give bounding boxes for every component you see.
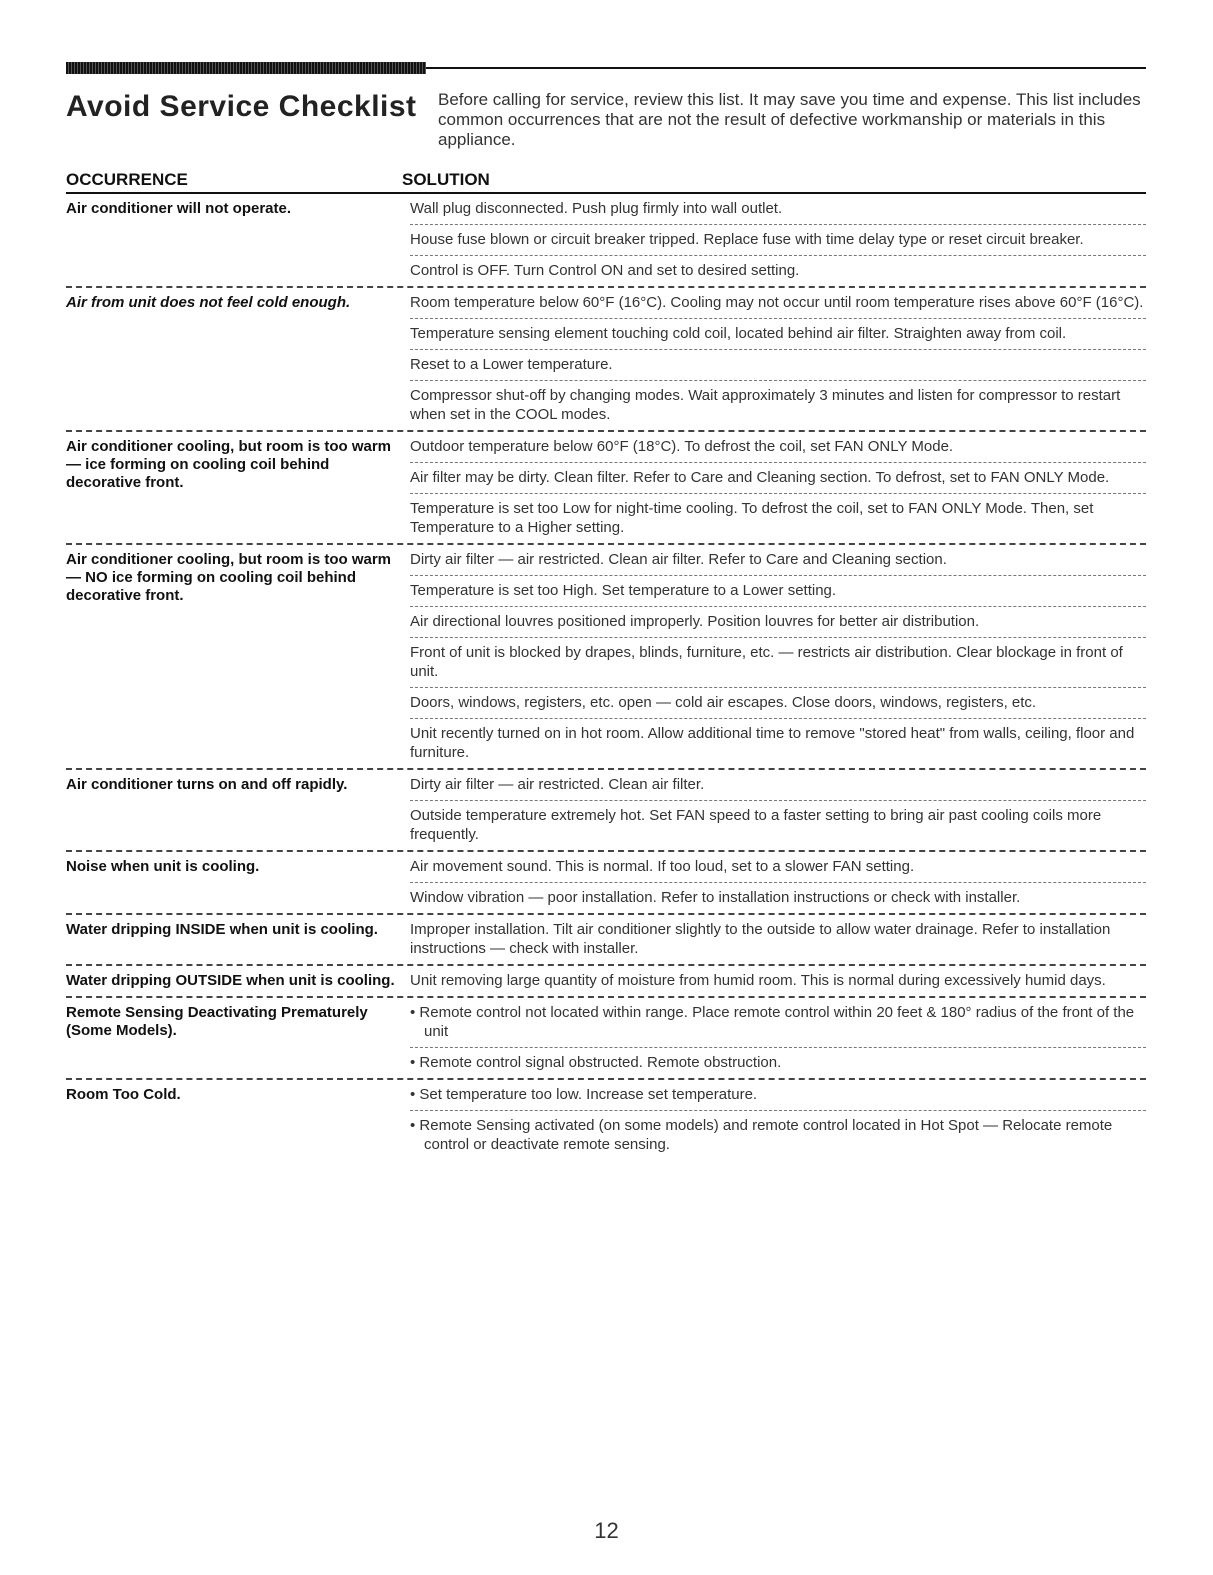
solutions-cell — [410, 194, 1146, 286]
solution-item: Unit recently turned on in hot room. Allow additional time to remove "stored heat" from walls, ceiling, floor and furniture. — [410, 725, 1135, 761]
solutions-cell — [410, 432, 1146, 543]
table-row — [66, 852, 1146, 915]
solution-item: Air filter may be dirty. Clean filter. Refer to Care and Cleaning section. To defrost, set to FAN ONLY Mode. — [410, 463, 1146, 494]
solution-item: Compressor shut-off by changing modes. Wait approximately 3 minutes and listen for compressor to restart when set in the COOL modes. — [410, 387, 1121, 423]
occurrence-cell: Noise when unit is cooling. — [66, 858, 260, 875]
solution-item: Unit removing large quantity of moisture from humid room. This is normal during excessively humid days. — [410, 972, 1106, 989]
page-number: 12 — [594, 1518, 619, 1543]
table-row — [66, 545, 1146, 770]
solution-item: Temperature is set too High. Set temperature to a Lower setting. — [410, 576, 1146, 607]
solution-item: Air movement sound. This is normal. If too loud, set to a slower FAN setting. — [410, 852, 1146, 883]
occurrence-cell: Air conditioner will not operate. — [66, 200, 292, 217]
solution-item: Front of unit is blocked by drapes, blinds, furniture, etc. — restricts air distribution. Clear blockage in front of unit. — [410, 638, 1146, 688]
table-row — [66, 915, 1146, 966]
solutions-cell — [410, 852, 1146, 913]
solution-item: Outdoor temperature below 60°F (18°C). To defrost the coil, set FAN ONLY Mode. — [410, 432, 1146, 463]
solution-item: Room temperature below 60°F (16°C). Cooling may not occur until room temperature rises above 60°F (16°C). — [410, 288, 1146, 319]
page-title: Avoid Service Checklist — [66, 90, 417, 123]
table-row — [66, 998, 1146, 1080]
top-rule — [66, 62, 1146, 76]
solution-item: Air directional louvres positioned improperly. Position louvres for better air distribution. — [410, 607, 1146, 638]
solutions-cell — [410, 288, 1146, 430]
occurrence-cell: Air conditioner turns on and off rapidly. — [66, 776, 348, 793]
occurrence-cell: Water dripping INSIDE when unit is cooling. — [66, 921, 378, 938]
intro-text: Before calling for service, review this list. It may save you time and expense. This list includes common occurrences that are not the result of defective workmanship or materials in this appliance. — [438, 90, 1141, 149]
solution-item: Window vibration — poor installation. Refer to installation instructions or check with installer. — [410, 889, 1021, 906]
table-row — [66, 288, 1146, 432]
solution-item: Doors, windows, registers, etc. open — cold air escapes. Close doors, windows, registers, etc. — [410, 688, 1146, 719]
solution-item: • Remote Sensing activated (on some models) and remote control located in Hot Spot — Relocate remote control or deactivate remote sensing. — [410, 1117, 1113, 1153]
solution-item: Outside temperature extremely hot. Set FAN speed to a faster setting to bring air past cooling coils more frequently. — [410, 807, 1102, 843]
solutions-cell — [410, 1080, 1146, 1160]
top-rule-line — [426, 67, 1146, 69]
occurrence-cell: Remote Sensing Deactivating Prematurely (Some Models). — [66, 1004, 368, 1039]
solution-item: • Remote control signal obstructed. Remote obstruction. — [410, 1054, 782, 1071]
solution-item: Temperature is set too Low for night-time cooling. To defrost the coil, set to FAN ONLY Mode. Then, set Temperature to a Higher setting. — [410, 500, 1094, 536]
solution-item: House fuse blown or circuit breaker tripped. Replace fuse with time delay type or reset circuit breaker. — [410, 225, 1146, 256]
solutions-cell — [410, 998, 1146, 1078]
solution-item: Reset to a Lower temperature. — [410, 350, 1146, 381]
solutions-cell — [410, 770, 1146, 850]
header — [66, 90, 1146, 150]
solution-header: SOLUTION — [402, 170, 490, 189]
occurrence-header: OCCURRENCE — [66, 170, 188, 189]
solutions-cell — [410, 915, 1146, 964]
solution-item: Wall plug disconnected. Push plug firmly into wall outlet. — [410, 194, 1146, 225]
occurrence-cell: Air conditioner cooling, but room is too warm — ice forming on cooling coil behind decorative front. — [66, 438, 392, 491]
occurrence-cell: Air conditioner cooling, but room is too warm — NO ice forming on cooling coil behind decorative front. — [66, 551, 392, 604]
table-row — [66, 770, 1146, 852]
table-row — [66, 194, 1146, 288]
checklist-page — [66, 62, 1146, 1160]
solution-item: • Set temperature too low. Increase set temperature. — [410, 1080, 1146, 1111]
solution-item: Dirty air filter — air restricted. Clean air filter. — [410, 770, 1146, 801]
occurrence-cell: Air from unit does not feel cold enough. — [66, 294, 351, 311]
solutions-cell — [410, 545, 1146, 768]
table-row — [66, 432, 1146, 545]
top-rule-band — [66, 62, 426, 74]
table-row — [66, 966, 1146, 998]
occurrence-cell: Room Too Cold. — [66, 1086, 181, 1103]
occurrence-cell: Water dripping OUTSIDE when unit is cooling. — [66, 972, 395, 989]
column-headers — [66, 170, 1146, 194]
solution-item: • Remote control not located within range. Place remote control within 20 feet & 180° radius of the front of the unit — [410, 998, 1146, 1048]
solutions-cell — [410, 966, 1146, 996]
solution-item: Dirty air filter — air restricted. Clean air filter. Refer to Care and Cleaning section. — [410, 545, 1146, 576]
solution-item: Temperature sensing element touching cold coil, located behind air filter. Straighten away from coil. — [410, 319, 1146, 350]
solution-item: Improper installation. Tilt air conditioner slightly to the outside to allow water drainage. Refer to installation instructions — check with installer. — [410, 921, 1111, 957]
table-row — [66, 1080, 1146, 1160]
solution-item: Control is OFF. Turn Control ON and set to desired setting. — [410, 262, 800, 279]
